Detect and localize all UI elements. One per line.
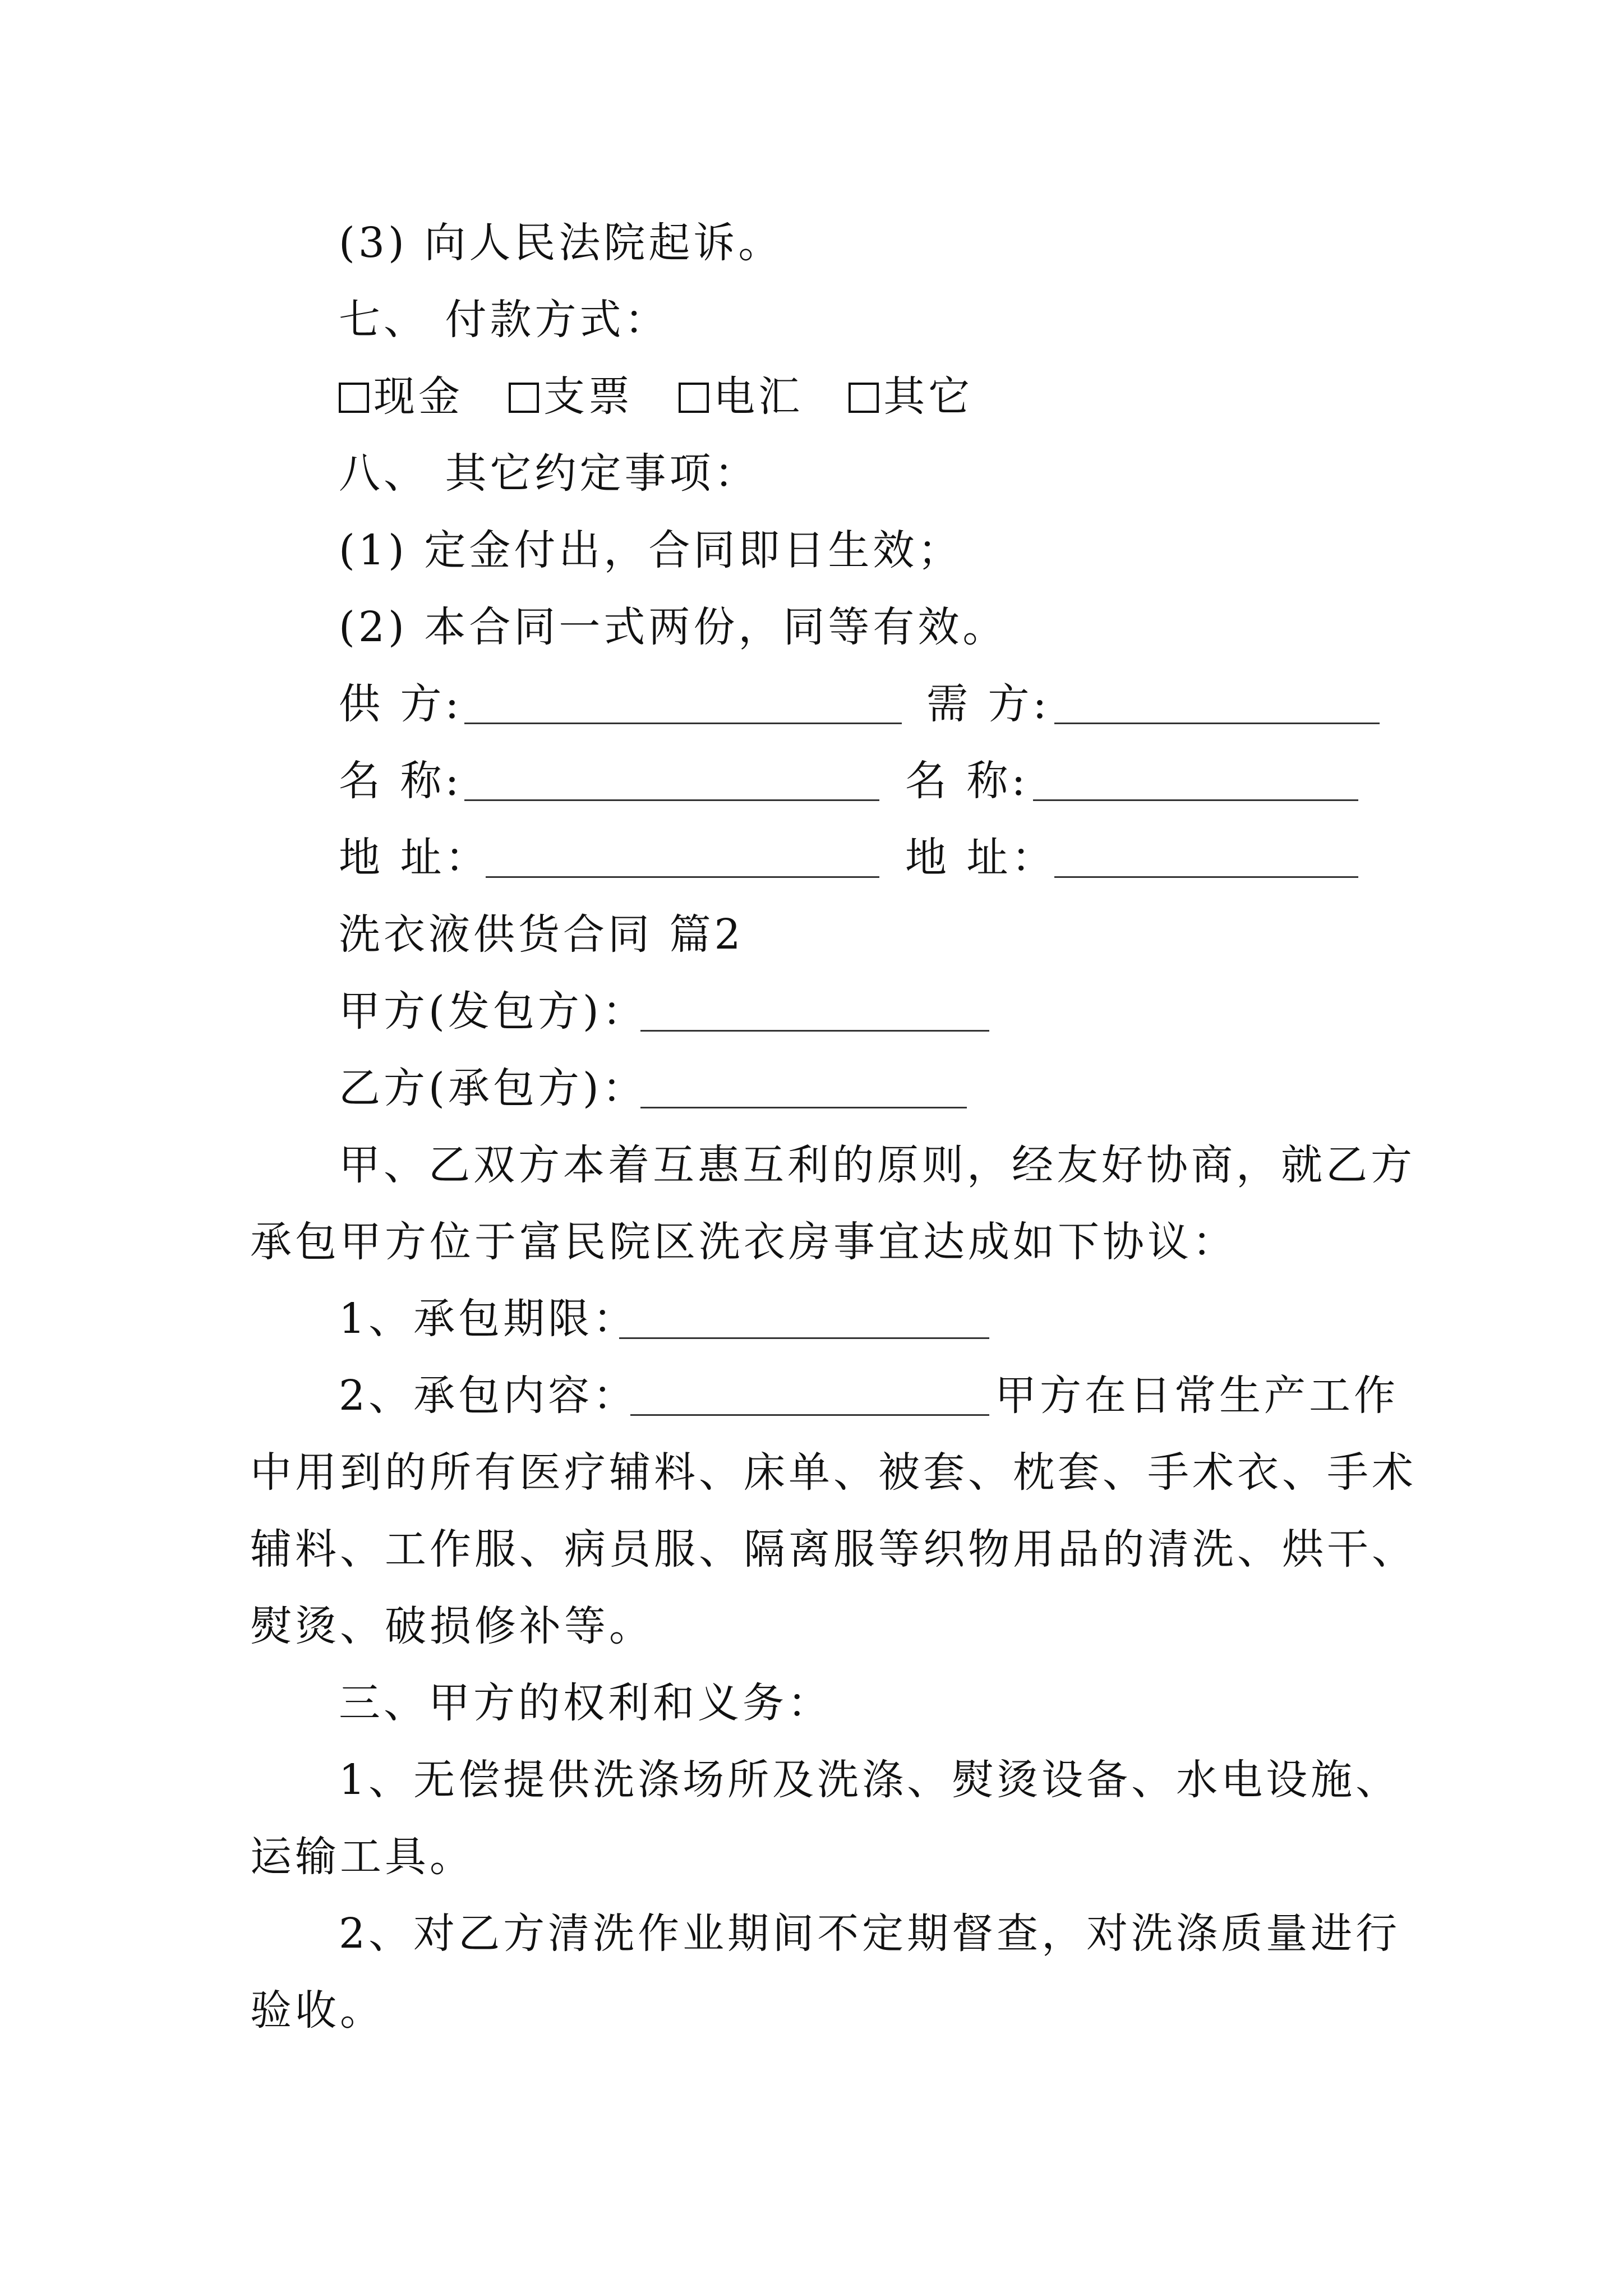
intro-line-2: 承包甲方位于富民院区洗衣房事宜达成如下协议：: [250, 1218, 1237, 1266]
buyer-label: 需 方:: [926, 680, 1050, 728]
contract-term-label: 1、承包期限：: [339, 1295, 638, 1343]
name-label-right: 名 称:: [905, 757, 1029, 805]
contract-content-line-2: 中用到的所有医疗辅料、床单、被套、枕套、手术衣、手术: [250, 1448, 1417, 1497]
check-checkbox[interactable]: [509, 383, 539, 413]
section-7-heading: 七、 付款方式：: [339, 296, 670, 344]
obligation-1-line-2: 运输工具。: [250, 1833, 474, 1881]
wire-label: 电汇: [713, 372, 804, 421]
check-label: 支票: [543, 372, 634, 421]
section-3-heading: 三、甲方的权利和义务：: [339, 1679, 832, 1727]
clause-3-lawsuit: (3) 向人民法院起诉。: [339, 219, 783, 267]
obligation-2-line-2: 验收。: [250, 1986, 385, 2035]
wire-checkbox[interactable]: [679, 383, 709, 413]
contract-content-blank[interactable]: [630, 1378, 989, 1416]
contract-term-blank[interactable]: [619, 1301, 989, 1339]
clause-2-copies: (2) 本合同一式两份，同等有效。: [339, 603, 1008, 651]
supplier-label: 供 方:: [339, 680, 463, 728]
clause-1-deposit: (1) 定金付出，合同即日生效；: [339, 526, 963, 574]
contract-content-label: 2、承包内容：: [339, 1372, 638, 1420]
name-label-left: 名 称:: [339, 757, 463, 805]
cash-checkbox[interactable]: [339, 383, 369, 413]
party-b-label: 乙方(承包方)：: [339, 1064, 647, 1112]
address-blank-left[interactable]: [486, 840, 879, 878]
section-8-heading: 八、 其它约定事项：: [339, 449, 759, 498]
address-blank-right[interactable]: [1054, 840, 1358, 878]
other-label: 其它: [883, 372, 974, 421]
party-a-label: 甲方(发包方)：: [339, 987, 647, 1036]
name-blank-left[interactable]: [464, 763, 879, 801]
supplier-blank[interactable]: [464, 687, 902, 724]
party-a-blank[interactable]: [640, 994, 989, 1032]
name-blank-right[interactable]: [1033, 763, 1358, 801]
intro-line-1: 甲、乙双方本着互惠互利的原则，经友好协商，就乙方: [339, 1141, 1415, 1189]
contract-content-line-3: 辅料、工作服、病员服、隔离服等织物用品的清洗、烘干、: [250, 1525, 1417, 1573]
contract-2-heading: 洗衣液供货合同 篇2: [339, 910, 744, 959]
obligation-1-line-1: 1、无偿提供洗涤场所及洗涤、熨烫设备、水电设施、: [339, 1756, 1401, 1804]
address-label-right: 地 址：: [905, 834, 1057, 882]
cash-label: 现金: [374, 372, 463, 421]
other-checkbox[interactable]: [849, 383, 879, 413]
obligation-2-line-1: 2、对乙方清洗作业期间不定期督查，对洗涤质量进行: [339, 1910, 1401, 1958]
buyer-blank[interactable]: [1054, 687, 1380, 724]
contract-content-line-1: 甲方在日常生产工作: [995, 1372, 1399, 1420]
party-b-blank[interactable]: [640, 1071, 967, 1108]
address-label-left: 地 址：: [339, 834, 490, 882]
contract-content-line-4: 熨烫、破损修补等。: [250, 1602, 654, 1650]
payment-options: [339, 371, 973, 422]
